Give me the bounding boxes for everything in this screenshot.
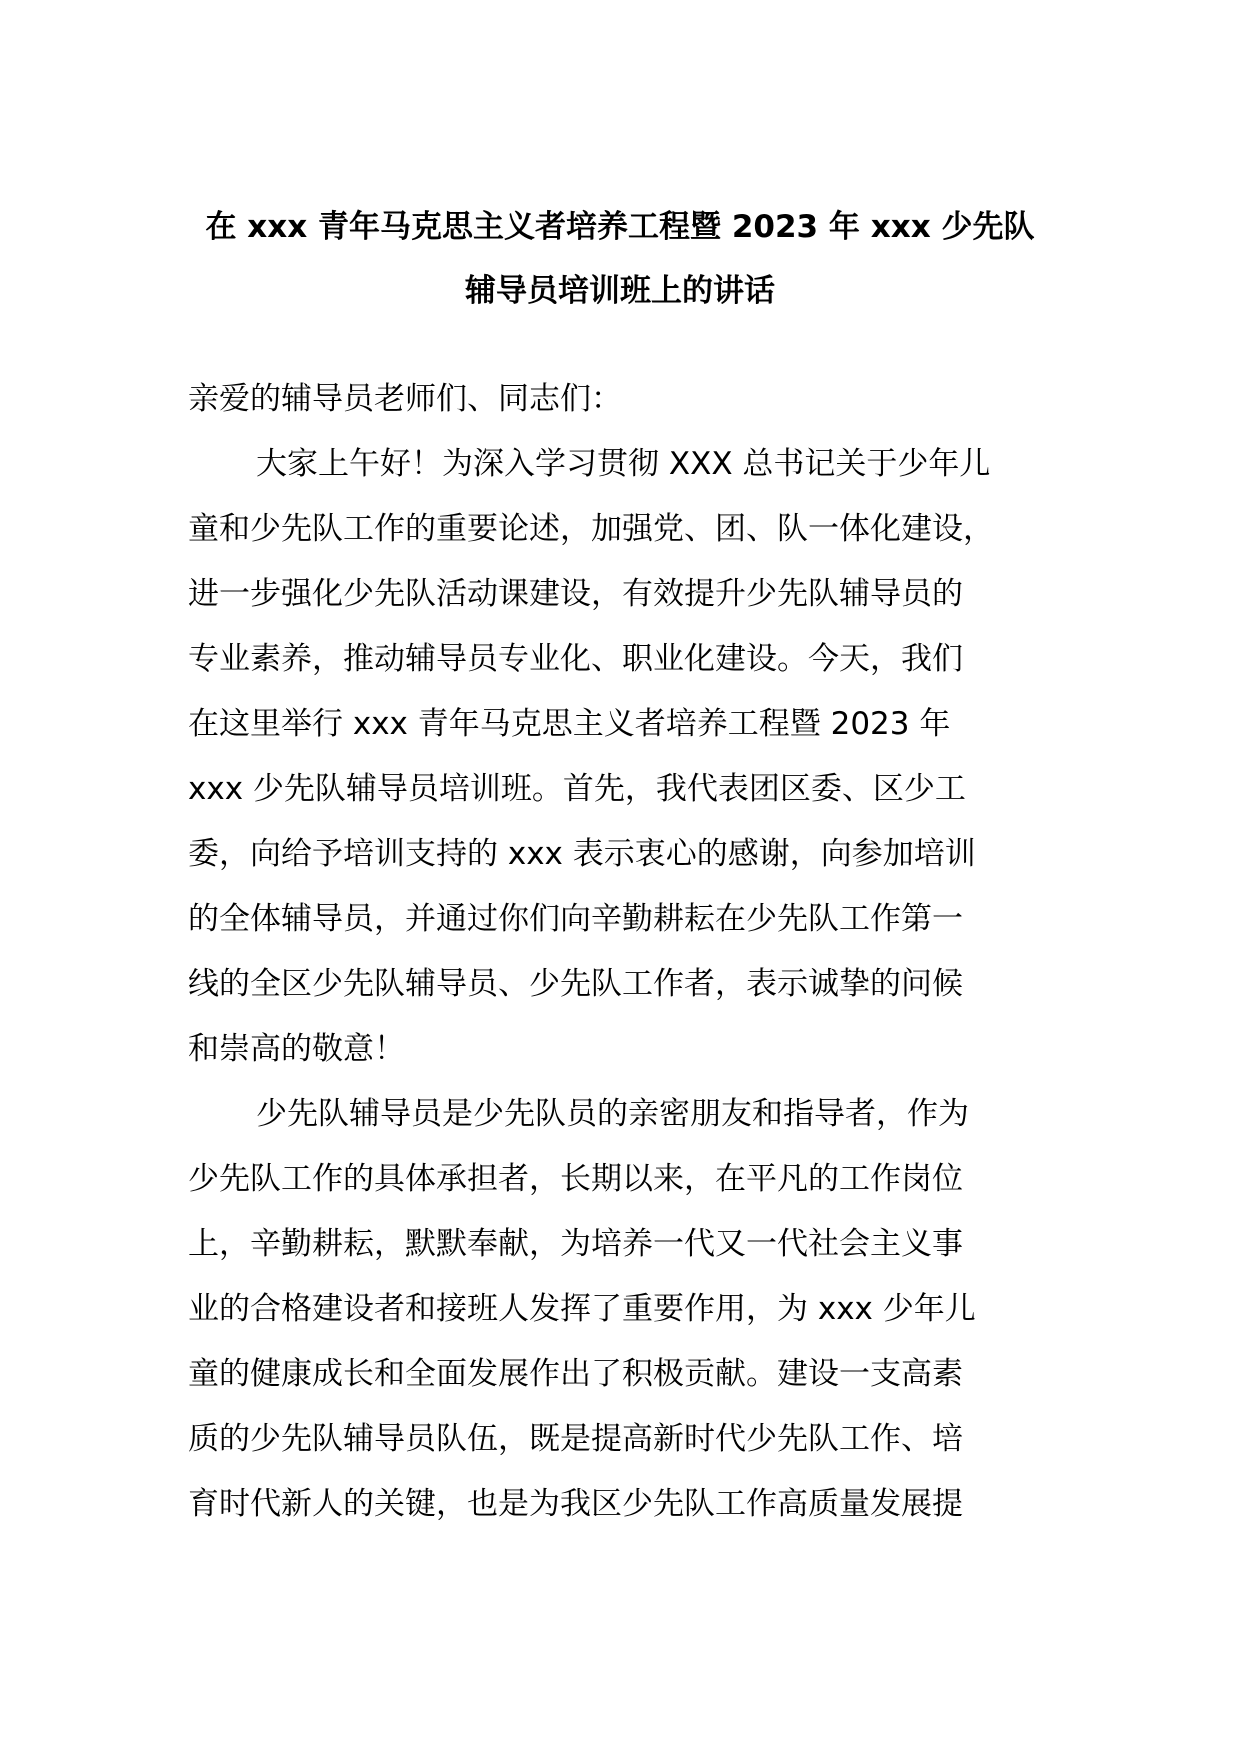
paragraph-line: 少先队辅导员是少先队员的亲密朋友和指导者，作为 bbox=[256, 1096, 969, 1132]
paragraph-1 bbox=[188, 432, 1058, 1082]
paragraph-line: 少先队工作的具体承担者，长期以来，在平凡的工作岗位 bbox=[188, 1161, 963, 1197]
paragraph-line: 委，向给予培训支持的 xxx 表示衷心的感谢，向参加培训 bbox=[188, 836, 976, 872]
paragraph-line: 业的合格建设者和接班人发挥了重要作用，为 xxx 少年儿 bbox=[188, 1291, 976, 1327]
paragraph-2 bbox=[188, 1082, 1058, 1537]
speech-body bbox=[188, 367, 1058, 1537]
title-line: 在 xxx 青年马克思主义者培养工程暨 2023 年 xxx 少先队 bbox=[205, 209, 1035, 245]
paragraph-line: 专业素养，推动辅导员专业化、职业化建设。今天，我们 bbox=[188, 641, 963, 677]
title-line: 辅导员培训班上的讲话 bbox=[465, 273, 775, 309]
paragraph-line: 进一步强化少先队活动课建设，有效提升少先队辅导员的 bbox=[188, 576, 963, 612]
paragraph-line: 在这里举行 xxx 青年马克思主义者培养工程暨 2023 年 bbox=[188, 706, 951, 742]
paragraph-line: 的全体辅导员，并通过你们向辛勤耕耘在少先队工作第一 bbox=[188, 901, 963, 937]
paragraph-line: xxx 少先队辅导员培训班。首先，我代表团区委、区少工 bbox=[188, 771, 966, 807]
paragraph-line: 线的全区少先队辅导员、少先队工作者，表示诚挚的问候 bbox=[188, 966, 963, 1002]
paragraph-line: 童的健康成长和全面发展作出了积极贡献。建设一支高素 bbox=[188, 1356, 963, 1392]
speech-title bbox=[150, 195, 1090, 323]
paragraph-line: 上，辛勤耕耘，默默奉献，为培养一代又一代社会主义事 bbox=[188, 1226, 963, 1262]
paragraph-line: 大家上午好！为深入学习贯彻 XXX 总书记关于少年儿 bbox=[256, 446, 991, 482]
salutation: 亲爱的辅导员老师们、同志们： bbox=[188, 381, 622, 417]
paragraph-line: 质的少先队辅导员队伍，既是提高新时代少先队工作、培 bbox=[188, 1421, 963, 1457]
paragraph-line: 童和少先队工作的重要论述，加强党、团、队一体化建设， bbox=[188, 511, 994, 547]
paragraph-line: 育时代新人的关键，也是为我区少先队工作高质量发展提 bbox=[188, 1486, 963, 1522]
paragraph-line: 和崇高的敬意！ bbox=[188, 1031, 405, 1067]
